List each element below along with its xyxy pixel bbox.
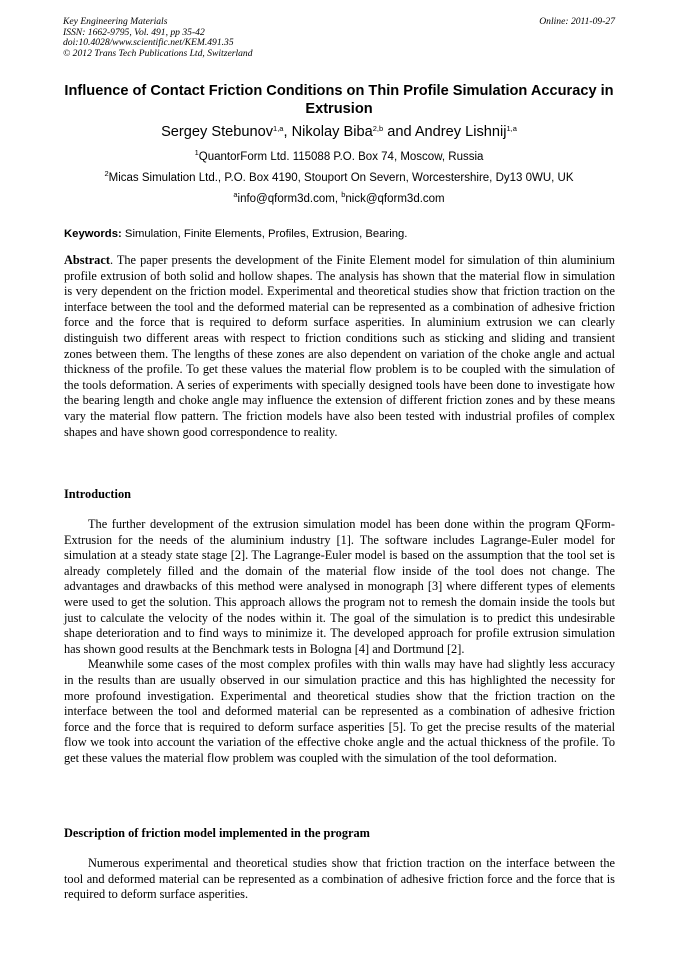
email-separator: , (334, 193, 342, 205)
author-sup: 1,a (273, 124, 284, 133)
issn-line: ISSN: 1662-9795, Vol. 491, pp 35-42 (63, 26, 205, 38)
author-sup: 2,b (372, 124, 384, 133)
affiliation-sup: 2 (104, 169, 109, 178)
affiliation-text: QuantorForm Ltd. 115088 P.O. Box 74, Moscow, Russia (198, 151, 484, 163)
affiliation-1 (40, 150, 638, 164)
paragraph: Meanwhile some cases of the most complex profiles with thin walls may have had slightly less accuracy in the results than are usually observed in our simulation practice and this has highlighted the necessity for more profound investigation. Experimental and theoretical studies show that the friction traction on the interface between the tool and deformed material can be represented as a combination of adhesive friction force and the force that is required to deform surface asperities [5]. To get the precise results of the material flow we took into account the variation of the effective choke angle and the actual thickness of the profile. To get these values the material flow problem was coupled with the simulation of the tool deformation. (64, 657, 615, 765)
introduction-heading: Introduction (64, 487, 131, 501)
author-list (64, 123, 614, 141)
paper-title: Influence of Contact Friction Conditions on Thin Profile Simulation Accuracy in Extrusion (64, 83, 614, 117)
affiliation-sup: 1 (194, 148, 199, 157)
copyright-line: © 2012 Trans Tech Publications Ltd, Switzerland (63, 47, 253, 59)
author-name: Nikolay Biba (291, 124, 373, 140)
email-address[interactable]: nick@qform3d.com (345, 193, 445, 205)
email-sup: b (341, 190, 346, 199)
abstract-label: Abstract (64, 253, 110, 267)
email-sup: a (233, 190, 238, 199)
abstract (64, 253, 615, 440)
author-sup: 1,a (506, 124, 517, 133)
journal-name: Key Engineering Materials (63, 16, 168, 27)
email-address[interactable]: info@qform3d.com (237, 193, 335, 205)
friction-model-body (64, 856, 615, 903)
doi-line: doi:10.4028/www.scientific.net/KEM.491.35 (63, 37, 234, 49)
abstract-text: . The paper presents the development of the Finite Element model for simulation of thin aluminium profile extrusion of both solid and hollow shapes. The analysis has shown that the material flow in simulation is very dependent on the friction model. Experimental and theoretical studies show that friction traction on the interface between the tool and the deformed material can be represented as a combination of adhesive friction force and the force that is required to deform surface asperities. In aluminium extrusion we can clearly distinguish two different areas with respect to friction conditions such as sticking and sliding and transient zones between them. The lengths of these zones are also dependent on variation of the choke angle and actual thickness of the profile. To get these values the material flow problem is to be coupled with the simulation of the tools deformation. A series of experiments with specially designed tools have been done to investigate how the bearing length and choke angle may influence the extension of different friction zones and by these means vary the material flow pattern. The friction models have also been tested with industrial profiles of complex shapes and have shown good correspondence to reality. (64, 253, 615, 439)
paragraph: Numerous experimental and theoretical studies show that friction traction on the interface between the tool and deformed material can be represented as a combination of adhesive friction force and the force that is required to deform surface asperities. (64, 856, 615, 902)
author-name: Andrey Lishnij (414, 124, 507, 140)
author-separator: , (283, 124, 292, 140)
keywords-text: Simulation, Finite Elements, Profiles, Extrusion, Bearing. (121, 228, 408, 240)
keywords-label: Keywords: (64, 228, 122, 240)
author-name: Sergey Stebunov (161, 124, 274, 140)
author-separator: and (383, 124, 415, 140)
email-line (40, 192, 638, 206)
online-date: Online: 2011-09-27 (539, 16, 615, 27)
affiliation-text: Micas Simulation Ltd., P.O. Box 4190, Stouport On Severn, Worcestershire, Dy13 0WU, UK (108, 172, 574, 184)
journal-header (63, 17, 253, 59)
keywords-line (64, 227, 615, 241)
paragraph: The further development of the extrusion simulation model has been done within the program QForm-Extrusion for the needs of the aluminium industry [1]. The software includes Lagrange-Euler model for simulation at a steady state stage [2]. The Lagrange-Euler model is based on the assumption that the tool set is already completely filled and the domain of the material flow inside of the tool does not change. The advantages and drawbacks of this method were analysed in monograph [3] where different types of elements were used to get the solution. This approach allows the program not to remesh the domain inside the tools but just to calculate the velocity of the nodes within it. The goal of the simulation is to predict this undesirable shape deterioration and to find ways to minimize it. The developed approach for profile extrusion simulation has shown good results at the Benchmark tests in Bologna [4] and Dortmund [2]. (64, 517, 615, 656)
friction-model-heading: Description of friction model implemented in the program (64, 826, 370, 840)
affiliation-2 (40, 171, 638, 185)
introduction-body (64, 517, 615, 767)
